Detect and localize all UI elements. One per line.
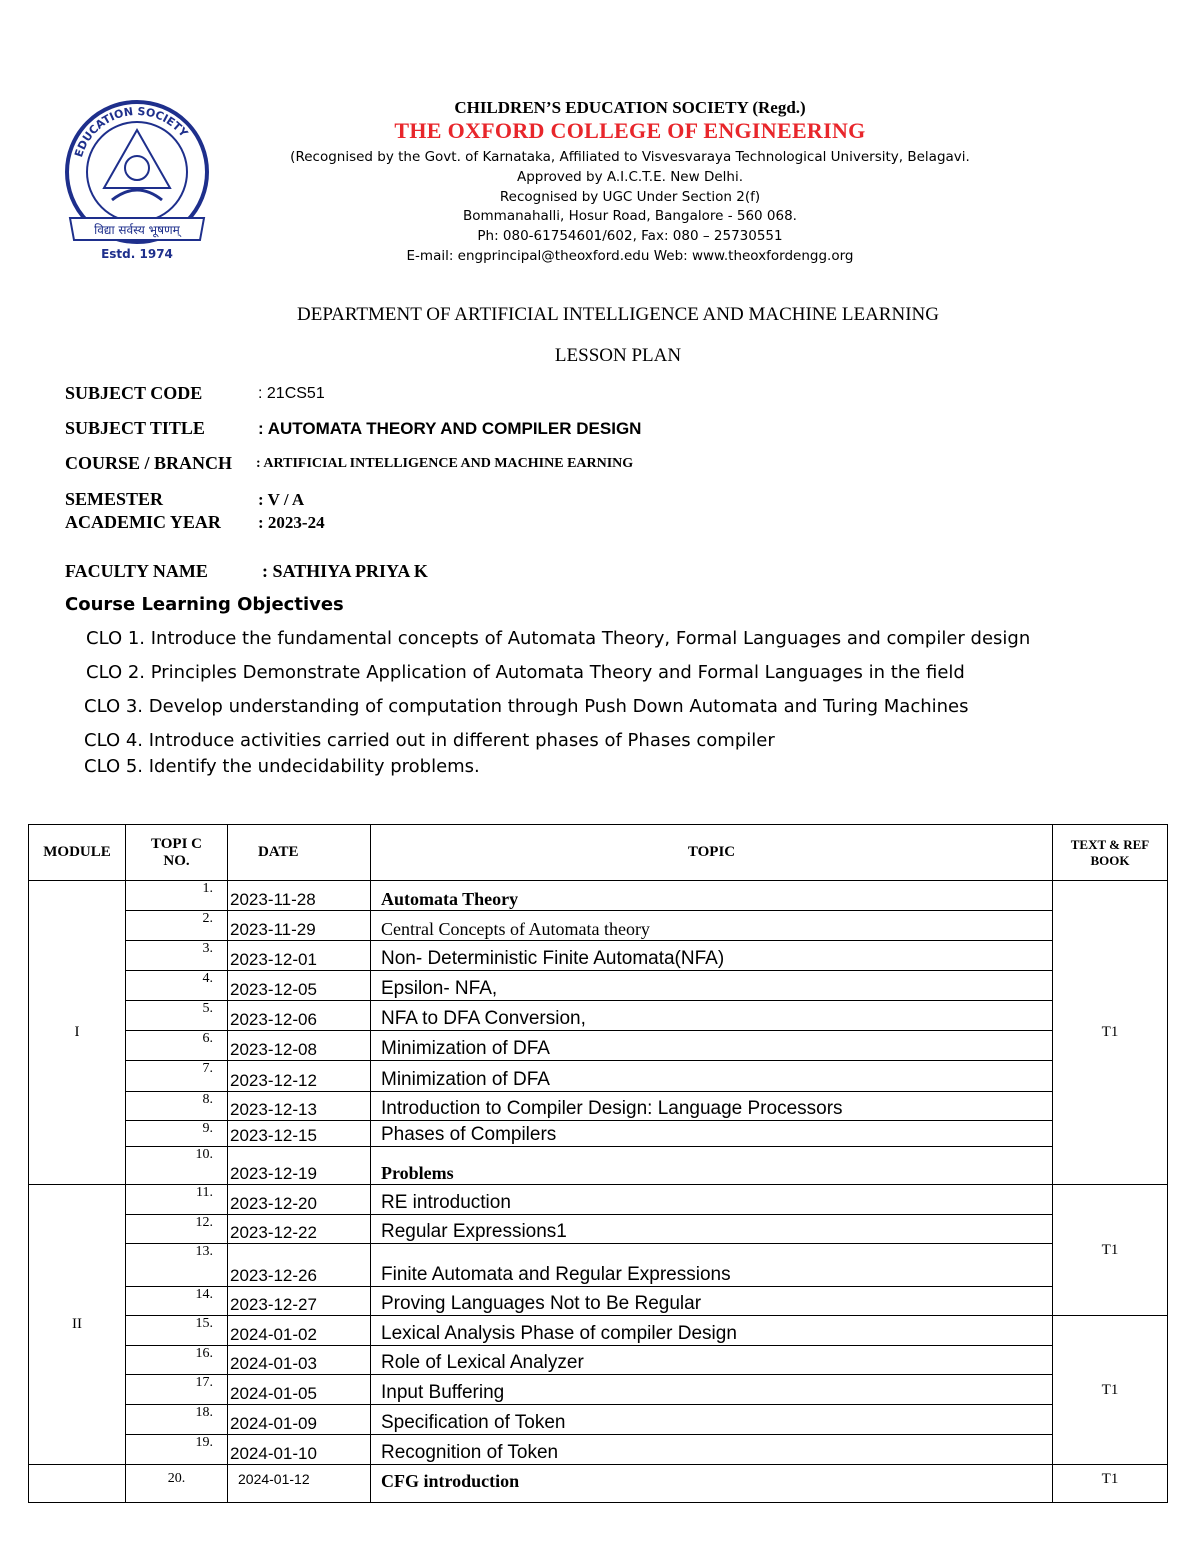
faculty-name-label: FACULTY NAME bbox=[65, 561, 208, 581]
topic-name: Specification of Token bbox=[371, 1405, 1053, 1435]
header-topic: TOPIC bbox=[371, 825, 1053, 881]
topic-name: Automata Theory bbox=[371, 881, 1053, 911]
table-row bbox=[29, 1405, 1168, 1435]
table-row bbox=[29, 1346, 1168, 1375]
table-row bbox=[29, 1185, 1168, 1215]
course-branch-label: COURSE / BRANCH bbox=[65, 453, 233, 473]
topic-name: NFA to DFA Conversion, bbox=[371, 1001, 1053, 1031]
table-row bbox=[29, 1287, 1168, 1316]
header-ugc: Recognised by UGC Under Section 2(f) bbox=[499, 189, 761, 205]
table-row bbox=[29, 971, 1168, 1001]
header-topic-no: TOPI C NO. bbox=[126, 825, 228, 881]
topic-name: Recognition of Token bbox=[371, 1435, 1053, 1465]
topic-date: 2023-12-15 bbox=[228, 1121, 371, 1147]
lesson-plan-table bbox=[28, 824, 1168, 1503]
course-branch-value: : ARTIFICIAL INTELLIGENCE AND MACHINE EARNING bbox=[256, 456, 634, 471]
subject-code-value: : 21CS51 bbox=[258, 385, 325, 402]
topic-no: 4. bbox=[126, 971, 228, 1001]
topic-date: 2023-12-05 bbox=[228, 971, 371, 1001]
table-row bbox=[29, 1244, 1168, 1287]
table-row bbox=[29, 1435, 1168, 1465]
topic-date: 2024-01-10 bbox=[228, 1435, 371, 1465]
topic-no: 18. bbox=[126, 1405, 228, 1435]
topic-name: CFG introduction bbox=[371, 1465, 1053, 1503]
topic-date: 2024-01-12 bbox=[228, 1465, 371, 1503]
logo-ring-text: EDUCATION SOCIETY bbox=[72, 104, 191, 159]
topic-date: 2023-12-20 bbox=[228, 1185, 371, 1215]
topic-name: Phases of Compilers bbox=[371, 1121, 1053, 1147]
semester-value: : V / A bbox=[258, 490, 305, 509]
table-row bbox=[29, 1465, 1168, 1503]
ref-book: T1 bbox=[1053, 1316, 1168, 1465]
topic-date: 2024-01-03 bbox=[228, 1346, 371, 1375]
module-cell: I bbox=[29, 881, 126, 1185]
topic-date: 2023-11-29 bbox=[228, 911, 371, 941]
header-email-web: E-mail: engprincipal@theoxford.edu Web: www.theoxfordengg.org bbox=[406, 248, 854, 264]
topic-name: Regular Expressions1 bbox=[371, 1215, 1053, 1244]
clo-item: CLO 4. Introduce activities carried out in different phases of Phases compiler bbox=[84, 730, 775, 751]
topic-date: 2023-12-22 bbox=[228, 1215, 371, 1244]
table-row bbox=[29, 1092, 1168, 1121]
topic-name: Input Buffering bbox=[371, 1375, 1053, 1405]
topic-name: Minimization of DFA bbox=[371, 1061, 1053, 1092]
table-row bbox=[29, 881, 1168, 911]
topic-date: 2024-01-02 bbox=[228, 1316, 371, 1346]
faculty-name-value: : SATHIYA PRIYA K bbox=[262, 561, 428, 581]
logo-motto: विद्या सर्वस्य भूषणम् bbox=[94, 223, 180, 237]
topic-date: 2024-01-05 bbox=[228, 1375, 371, 1405]
topic-no: 16. bbox=[126, 1346, 228, 1375]
semester-label: SEMESTER bbox=[65, 489, 164, 509]
module-cell: II bbox=[29, 1185, 126, 1465]
module-cell-empty bbox=[29, 1465, 126, 1503]
table-header-row bbox=[29, 825, 1168, 881]
topic-name: Epsilon- NFA, bbox=[371, 971, 1053, 1001]
topic-name: Problems bbox=[371, 1147, 1053, 1185]
subject-title-value: : AUTOMATA THEORY AND COMPILER DESIGN bbox=[258, 419, 642, 438]
table-row bbox=[29, 941, 1168, 971]
clo-heading: Course Learning Objectives bbox=[65, 594, 344, 615]
department-title: DEPARTMENT OF ARTIFICIAL INTELLIGENCE AND MACHINE LEARNING bbox=[297, 304, 939, 325]
topic-date: 2023-12-13 bbox=[228, 1092, 371, 1121]
logo-estd: Estd. 1974 bbox=[101, 247, 173, 261]
topic-no: 8. bbox=[126, 1092, 228, 1121]
table-row bbox=[29, 1031, 1168, 1061]
topic-no: 13. bbox=[126, 1244, 228, 1287]
topic-date: 2023-12-26 bbox=[228, 1244, 371, 1287]
topic-name: Proving Languages Not to Be Regular bbox=[371, 1287, 1053, 1316]
clo-item: CLO 3. Develop understanding of computation through Push Down Automata and Turing Machines bbox=[84, 696, 969, 717]
document-title: LESSON PLAN bbox=[554, 345, 682, 366]
topic-date: 2023-12-19 bbox=[228, 1147, 371, 1185]
topic-name: Introduction to Compiler Design: Language Processors bbox=[371, 1092, 1053, 1121]
clo-item: CLO 1. Introduce the fundamental concepts of Automata Theory, Formal Languages and compiler design bbox=[86, 628, 1031, 649]
subject-title-label: SUBJECT TITLE bbox=[65, 418, 205, 438]
topic-no: 2. bbox=[126, 911, 228, 941]
header-approval: Approved by A.I.C.T.E. New Delhi. bbox=[516, 169, 743, 185]
table-row bbox=[29, 1215, 1168, 1244]
topic-no: 5. bbox=[126, 1001, 228, 1031]
topic-name: Non- Deterministic Finite Automata(NFA) bbox=[371, 941, 1053, 971]
clo-item: CLO 2. Principles Demonstrate Application of Automata Theory and Formal Languages in the field bbox=[86, 662, 965, 683]
ref-book: T1 bbox=[1053, 1465, 1168, 1503]
topic-no: 11. bbox=[126, 1185, 228, 1215]
society-name: CHILDREN’S EDUCATION SOCIETY (Regd.) bbox=[454, 98, 806, 117]
subject-code-label: SUBJECT CODE bbox=[65, 383, 203, 403]
table-row bbox=[29, 1316, 1168, 1346]
clo-item: CLO 5. Identify the undecidability problems. bbox=[84, 756, 480, 777]
topic-no: 9. bbox=[126, 1121, 228, 1147]
table-row bbox=[29, 911, 1168, 941]
topic-name: Finite Automata and Regular Expressions bbox=[371, 1244, 1053, 1287]
topic-no: 3. bbox=[126, 941, 228, 971]
topic-name: Lexical Analysis Phase of compiler Design bbox=[371, 1316, 1053, 1346]
topic-name: Central Concepts of Automata theory bbox=[371, 911, 1053, 941]
topic-no: 19. bbox=[126, 1435, 228, 1465]
table-row bbox=[29, 1121, 1168, 1147]
header-phone: Ph: 080-61754601/602, Fax: 080 – 25730551 bbox=[477, 228, 783, 244]
table-row bbox=[29, 1001, 1168, 1031]
college-logo bbox=[62, 100, 212, 265]
topic-date: 2023-12-27 bbox=[228, 1287, 371, 1316]
table-row bbox=[29, 1061, 1168, 1092]
header-recognition: (Recognised by the Govt. of Karnataka, Affiliated to Visvesvaraya Technological University, Belagavi. bbox=[290, 149, 970, 165]
header-address: Bommanahalli, Hosur Road, Bangalore - 560 068. bbox=[463, 208, 797, 224]
college-name: THE OXFORD COLLEGE OF ENGINEERING bbox=[394, 118, 866, 143]
header-ref-book: TEXT & REF BOOK bbox=[1053, 825, 1168, 881]
topic-no: 20. bbox=[126, 1465, 228, 1503]
header-date: DATE bbox=[228, 825, 371, 881]
topic-no: 15. bbox=[126, 1316, 228, 1346]
topic-no: 12. bbox=[126, 1215, 228, 1244]
header-module: MODULE bbox=[29, 825, 126, 881]
topic-date: 2023-12-06 bbox=[228, 1001, 371, 1031]
ref-book: T1 bbox=[1053, 881, 1168, 1185]
topic-name: Role of Lexical Analyzer bbox=[371, 1346, 1053, 1375]
academic-year-value: : 2023-24 bbox=[258, 513, 325, 532]
topic-date: 2023-12-12 bbox=[228, 1061, 371, 1092]
topic-date: 2023-12-08 bbox=[228, 1031, 371, 1061]
topic-date: 2023-12-01 bbox=[228, 941, 371, 971]
table-row bbox=[29, 1147, 1168, 1185]
topic-name: RE introduction bbox=[371, 1185, 1053, 1215]
topic-no: 7. bbox=[126, 1061, 228, 1092]
topic-no: 1. bbox=[126, 881, 228, 911]
topic-name: Minimization of DFA bbox=[371, 1031, 1053, 1061]
topic-date: 2024-01-09 bbox=[228, 1405, 371, 1435]
academic-year-label: ACADEMIC YEAR bbox=[65, 512, 221, 532]
topic-no: 6. bbox=[126, 1031, 228, 1061]
ref-book: T1 bbox=[1053, 1185, 1168, 1316]
table-row bbox=[29, 1375, 1168, 1405]
topic-no: 14. bbox=[126, 1287, 228, 1316]
topic-no: 17. bbox=[126, 1375, 228, 1405]
topic-no: 10. bbox=[126, 1147, 228, 1185]
topic-date: 2023-11-28 bbox=[228, 881, 371, 911]
